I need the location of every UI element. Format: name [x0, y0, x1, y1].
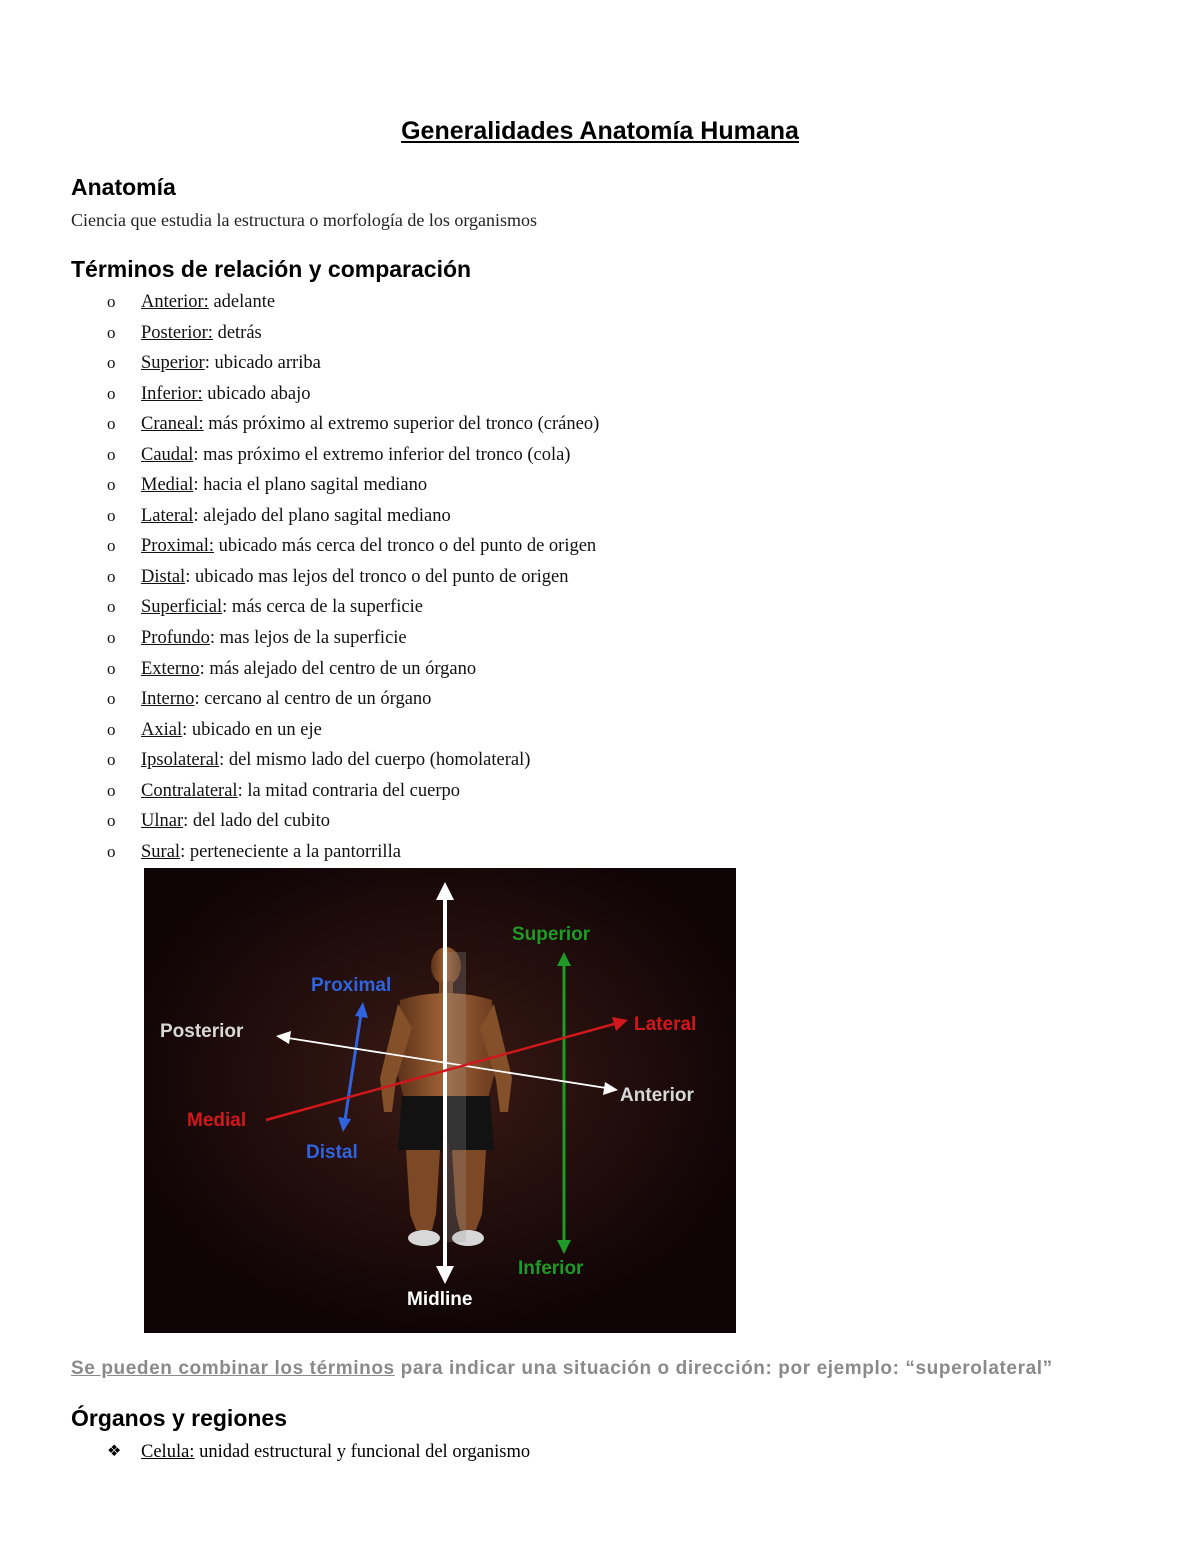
heading-organos: Órganos y regiones: [71, 1405, 288, 1431]
term-definition: : cercano al centro de un órgano: [194, 689, 432, 710]
term-name: Medial: [141, 475, 194, 496]
term-name: Posterior:: [141, 322, 213, 343]
directions-diagram: [144, 868, 736, 1333]
term-definition: : alejado del plano sagital mediano: [193, 505, 451, 526]
term-name: Proximal:: [141, 536, 214, 557]
bullet-marker: o: [107, 383, 116, 403]
list-item: [107, 409, 599, 440]
term-definition: : del mismo lado del cuerpo (homolateral): [219, 750, 531, 771]
term-definition: : ubicado en un eje: [182, 719, 322, 740]
term-name: Lateral: [141, 505, 194, 526]
label-anterior: Anterior: [620, 1085, 694, 1106]
list-item: [107, 348, 599, 379]
bullet-marker: o: [107, 353, 116, 373]
bullet-marker: o: [107, 414, 116, 434]
term-definition: ubicado abajo: [202, 383, 311, 404]
term-definition: : del lado del cubito: [183, 811, 331, 832]
term-name: Inferior:: [141, 383, 203, 404]
bullet-marker: o: [107, 780, 116, 800]
term-definition: unidad estructural y funcional del organismo: [194, 1442, 531, 1462]
term-definition: : mas lejos de la superficie: [209, 628, 407, 649]
bullet-marker: o: [107, 841, 116, 861]
list-item: [107, 470, 599, 501]
term-name: Externo: [141, 658, 200, 679]
term-definition: ubicado más cerca del tronco o del punto de origen: [213, 536, 597, 557]
list-item: [107, 837, 599, 868]
term-name: Ipsolateral: [141, 750, 220, 771]
term-name: Superior: [141, 353, 205, 374]
heading-anatomia: Anatomía: [71, 174, 176, 200]
label-medial: Medial: [187, 1110, 247, 1131]
list-item: [107, 776, 599, 807]
term-name: Caudal: [141, 444, 194, 465]
term-name: Profundo: [141, 628, 210, 649]
list-item: [107, 806, 599, 837]
bullet-marker: o: [107, 292, 116, 311]
bullet-marker: o: [107, 750, 116, 770]
list-item: [107, 318, 599, 349]
term-definition: : mas próximo el extremo inferior del tronco (cola): [193, 444, 571, 465]
bullet-marker: o: [107, 658, 116, 678]
organs-list: [107, 1437, 530, 1467]
bullet-marker: o: [107, 536, 116, 556]
terms-list: [107, 287, 599, 867]
list-item: [107, 623, 599, 654]
bullet-marker: o: [107, 444, 116, 464]
term-name: Anterior:: [141, 292, 209, 312]
anatomical-directions-figure: [144, 868, 736, 1333]
bullet-marker: o: [107, 322, 116, 342]
label-inferior: Inferior: [518, 1258, 584, 1279]
list-item: [107, 1437, 530, 1467]
bullet-marker: o: [107, 719, 116, 739]
label-midline: Midline: [407, 1289, 473, 1310]
label-distal: Distal: [306, 1142, 358, 1163]
bullet-marker: o: [107, 597, 116, 617]
term-definition: : ubicado mas lejos del tronco o del punto de origen: [185, 566, 569, 587]
term-name: Contralateral: [141, 780, 238, 801]
bullet-marker: o: [107, 628, 116, 648]
anatomia-definition: Ciencia que estudia la estructura o morfología de los organismos: [71, 210, 538, 230]
term-definition: : hacia el plano sagital mediano: [193, 475, 428, 496]
term-name: Ulnar: [141, 811, 184, 832]
term-definition: : la mitad contraria del cuerpo: [237, 780, 460, 801]
list-item: [107, 379, 599, 410]
list-item: [107, 745, 599, 776]
list-item: [107, 684, 599, 715]
term-name: Celula:: [141, 1442, 195, 1462]
term-name: Distal: [141, 566, 186, 587]
bullet-marker: o: [107, 566, 116, 586]
term-definition: : más cerca de la superficie: [222, 597, 423, 618]
combination-note: [71, 1358, 1053, 1380]
label-proximal: Proximal: [311, 975, 392, 996]
term-name: Interno: [141, 689, 195, 710]
note-underlined: Se pueden combinar los términos: [71, 1358, 395, 1379]
term-definition: más próximo al extremo superior del tronco (cráneo): [203, 414, 600, 435]
term-definition: : perteneciente a la pantorrilla: [180, 841, 401, 862]
term-name: Superficial: [141, 597, 223, 618]
list-item: [107, 592, 599, 623]
label-lateral: Lateral: [634, 1014, 697, 1035]
page-title: Generalidades Anatomía Humana: [401, 117, 799, 145]
note-rest: para indicar una situación o dirección: por ejemplo: “superolateral”: [394, 1358, 1053, 1379]
heading-terminos: Términos de relación y comparación: [71, 256, 472, 282]
term-definition: detrás: [212, 322, 262, 343]
list-item: [107, 715, 599, 746]
term-definition: : ubicado arriba: [204, 353, 321, 374]
bullet-marker: o: [107, 811, 116, 831]
list-item: [107, 287, 599, 318]
bullet-marker: o: [107, 505, 116, 525]
label-posterior: Posterior: [160, 1021, 244, 1042]
list-item: [107, 562, 599, 593]
bullet-marker: o: [107, 475, 116, 495]
list-item: [107, 531, 599, 562]
label-superior: Superior: [512, 924, 591, 945]
diamond-bullet-icon: ❖: [107, 1443, 122, 1460]
term-name: Sural: [141, 841, 181, 862]
list-item: [107, 654, 599, 685]
term-name: Axial: [141, 719, 183, 740]
term-name: Craneal:: [141, 414, 204, 435]
list-item: [107, 440, 599, 471]
list-item: [107, 501, 599, 532]
term-definition: : más alejado del centro de un órgano: [199, 658, 477, 679]
term-definition: adelante: [208, 292, 276, 312]
bullet-marker: o: [107, 689, 116, 709]
